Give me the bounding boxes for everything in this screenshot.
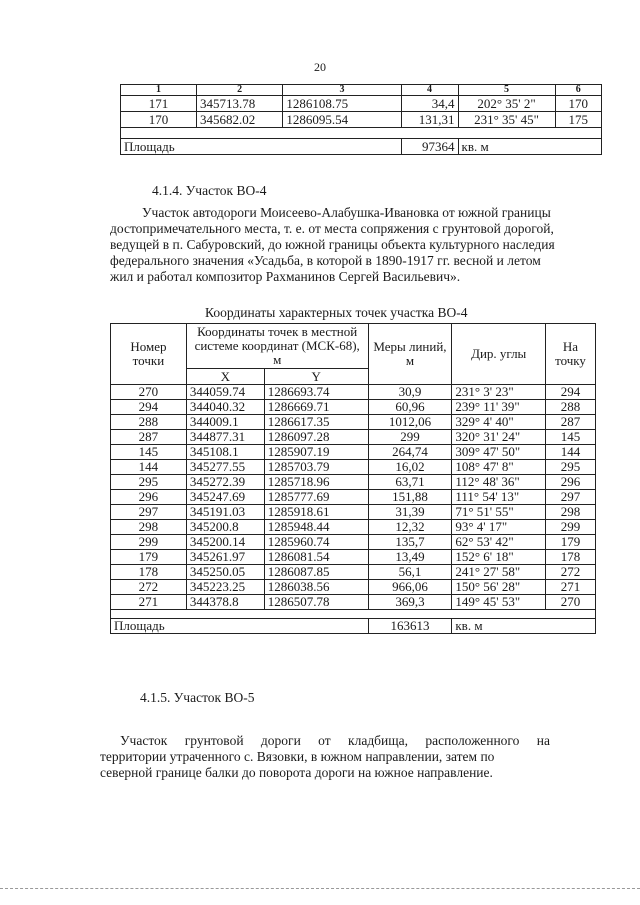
y-cell: 1285960.74 xyxy=(264,535,368,550)
to-point-cell: 144 xyxy=(546,445,596,460)
x-cell: 345272.39 xyxy=(186,475,264,490)
paragraph-line: жил и работал композитор Рахманинов Сергей Васильевич». xyxy=(110,269,461,284)
area-row xyxy=(111,619,596,634)
measure-cell: 63,71 xyxy=(368,475,452,490)
measure-cell: 131,31 xyxy=(401,112,458,128)
to-point-cell: 288 xyxy=(546,400,596,415)
measure-cell: 966,06 xyxy=(368,580,452,595)
header-cell: 2 xyxy=(196,85,282,96)
table-row xyxy=(111,505,596,520)
coordinates-table-vo4 xyxy=(110,323,596,634)
point-cell: 272 xyxy=(111,580,187,595)
to-point-cell: 145 xyxy=(546,430,596,445)
table-row xyxy=(111,595,596,610)
point-cell: 296 xyxy=(111,490,187,505)
to-point-cell: 299 xyxy=(546,520,596,535)
to-point-cell: 295 xyxy=(546,460,596,475)
angle-cell: 150° 56' 28" xyxy=(452,580,546,595)
y-cell: 1286095.54 xyxy=(283,112,401,128)
to-point-cell: 175 xyxy=(555,112,601,128)
angle-cell: 112° 48' 36" xyxy=(452,475,546,490)
table-row xyxy=(111,475,596,490)
header-y: Y xyxy=(264,369,368,385)
point-cell: 271 xyxy=(111,595,187,610)
area-label: Площадь xyxy=(121,139,402,155)
header-to-point: На точку xyxy=(546,324,596,385)
header-line-measure: Меры линий, м xyxy=(368,324,452,385)
header-point-number: Номер точки xyxy=(111,324,187,385)
x-cell: 345261.97 xyxy=(186,550,264,565)
table-row xyxy=(111,415,596,430)
section-heading-4-1-5: 4.1.5. Участок ВО-5 xyxy=(140,690,255,705)
measure-cell: 12,32 xyxy=(368,520,452,535)
paragraph-line: Участок автодороги Моисеево-Алабушка-Ивановка от южной границы xyxy=(142,205,551,220)
header-cell: 5 xyxy=(458,85,555,96)
y-cell: 1286669.71 xyxy=(264,400,368,415)
to-point-cell: 179 xyxy=(546,535,596,550)
point-cell: 297 xyxy=(111,505,187,520)
area-label: Площадь xyxy=(111,619,369,634)
x-cell: 344040.32 xyxy=(186,400,264,415)
angle-cell: 329° 4' 40" xyxy=(452,415,546,430)
footer-divider xyxy=(0,888,640,889)
angle-cell: 241° 27' 58" xyxy=(452,565,546,580)
to-point-cell: 270 xyxy=(546,595,596,610)
angle-cell: 239° 11' 39" xyxy=(452,400,546,415)
measure-cell: 34,4 xyxy=(401,96,458,112)
y-cell: 1286507.78 xyxy=(264,595,368,610)
header-cell: 6 xyxy=(555,85,601,96)
to-point-cell: 297 xyxy=(546,490,596,505)
y-cell: 1286693.74 xyxy=(264,385,368,400)
angle-cell: 108° 47' 8" xyxy=(452,460,546,475)
y-cell: 1285918.61 xyxy=(264,505,368,520)
table-row-spacer xyxy=(111,610,596,619)
x-cell: 345223.25 xyxy=(186,580,264,595)
x-cell: 345108.1 xyxy=(186,445,264,460)
table-body xyxy=(111,385,596,610)
x-cell: 344009.1 xyxy=(186,415,264,430)
table-header-row xyxy=(121,85,602,96)
angle-cell: 231° 3' 23" xyxy=(452,385,546,400)
point-cell: 298 xyxy=(111,520,187,535)
angle-cell: 152° 6' 18" xyxy=(452,550,546,565)
paragraph-line: северной границе балки до поворота дороги на южное направление. xyxy=(100,765,493,780)
measure-cell: 13,49 xyxy=(368,550,452,565)
y-cell: 1285718.96 xyxy=(264,475,368,490)
to-point-cell: 272 xyxy=(546,565,596,580)
y-cell: 1285777.69 xyxy=(264,490,368,505)
angle-cell: 231° 35' 45" xyxy=(458,112,555,128)
point-cell: 288 xyxy=(111,415,187,430)
point-cell: 178 xyxy=(111,565,187,580)
y-cell: 1285948.44 xyxy=(264,520,368,535)
measure-cell: 1012,06 xyxy=(368,415,452,430)
x-cell: 345200.8 xyxy=(186,520,264,535)
section-paragraph-4-1-4 xyxy=(110,205,602,285)
table-row xyxy=(121,112,602,128)
header-cell: 1 xyxy=(121,85,197,96)
angle-cell: 71° 51' 55" xyxy=(452,505,546,520)
x-cell: 344059.74 xyxy=(186,385,264,400)
point-cell: 179 xyxy=(111,550,187,565)
table-row xyxy=(111,535,596,550)
table-row xyxy=(111,490,596,505)
table-row xyxy=(111,430,596,445)
x-cell: 345682.02 xyxy=(196,112,282,128)
angle-cell: 202° 35' 2" xyxy=(458,96,555,112)
header-cell: 3 xyxy=(283,85,401,96)
measure-cell: 299 xyxy=(368,430,452,445)
to-point-cell: 170 xyxy=(555,96,601,112)
point-cell: 171 xyxy=(121,96,197,112)
measure-cell: 369,3 xyxy=(368,595,452,610)
table-row xyxy=(111,400,596,415)
point-cell: 287 xyxy=(111,430,187,445)
table-row xyxy=(111,520,596,535)
paragraph-line: федерального значения «Усадьба, в которой в 1890-1917 гг. весной и летом xyxy=(110,253,541,268)
x-cell: 345191.03 xyxy=(186,505,264,520)
header-cell: 4 xyxy=(401,85,458,96)
angle-cell: 62° 53' 42" xyxy=(452,535,546,550)
point-cell: 294 xyxy=(111,400,187,415)
header-direction-angle: Дир. углы xyxy=(452,324,546,385)
x-cell: 344378.8 xyxy=(186,595,264,610)
area-value: 97364 xyxy=(401,139,458,155)
x-cell: 345247.69 xyxy=(186,490,264,505)
to-point-cell: 287 xyxy=(546,415,596,430)
angle-cell: 93° 4' 17" xyxy=(452,520,546,535)
measure-cell: 16,02 xyxy=(368,460,452,475)
measure-cell: 31,39 xyxy=(368,505,452,520)
measure-cell: 264,74 xyxy=(368,445,452,460)
angle-cell: 320° 31' 24" xyxy=(452,430,546,445)
paragraph-line: достопримечательного места, т. е. от места сопряжения с грунтовой дорогой, xyxy=(110,221,554,236)
angle-cell: 149° 45' 53" xyxy=(452,595,546,610)
y-cell: 1286617.35 xyxy=(264,415,368,430)
section-heading-4-1-4: 4.1.4. Участок ВО-4 xyxy=(152,183,267,198)
table-row xyxy=(111,550,596,565)
area-value: 163613 xyxy=(368,619,452,634)
table-row xyxy=(111,580,596,595)
to-point-cell: 178 xyxy=(546,550,596,565)
y-cell: 1285907.19 xyxy=(264,445,368,460)
x-cell: 345200.14 xyxy=(186,535,264,550)
to-point-cell: 298 xyxy=(546,505,596,520)
y-cell: 1286108.75 xyxy=(283,96,401,112)
x-cell: 345250.05 xyxy=(186,565,264,580)
header-x: X xyxy=(186,369,264,385)
table-row xyxy=(111,445,596,460)
x-cell: 345713.78 xyxy=(196,96,282,112)
table-row xyxy=(111,565,596,580)
table-header-row xyxy=(111,324,596,369)
measure-cell: 60,96 xyxy=(368,400,452,415)
y-cell: 1286097.28 xyxy=(264,430,368,445)
y-cell: 1286087.85 xyxy=(264,565,368,580)
point-cell: 295 xyxy=(111,475,187,490)
to-point-cell: 294 xyxy=(546,385,596,400)
point-cell: 270 xyxy=(111,385,187,400)
paragraph-line: территории утраченного с. Вязовки, в южном направлении, затем по xyxy=(100,749,495,764)
page-number: 20 xyxy=(314,60,326,74)
area-unit: кв. м xyxy=(452,619,596,634)
area-row xyxy=(121,139,602,155)
point-cell: 145 xyxy=(111,445,187,460)
point-cell: 299 xyxy=(111,535,187,550)
x-cell: 344877.31 xyxy=(186,430,264,445)
measure-cell: 30,9 xyxy=(368,385,452,400)
measure-cell: 151,88 xyxy=(368,490,452,505)
y-cell: 1286081.54 xyxy=(264,550,368,565)
table-row xyxy=(121,96,602,112)
header-coordinates: Координаты точек в местной системе координат (МСК-68), м xyxy=(186,324,368,369)
coordinates-table-continuation xyxy=(120,84,602,155)
measure-cell: 56,1 xyxy=(368,565,452,580)
table-caption: Координаты характерных точек участка ВО-4 xyxy=(205,305,468,320)
angle-cell: 309° 47' 50" xyxy=(452,445,546,460)
paragraph-line: ведущей в п. Сабуровский, до южной границы объекта культурного наследия xyxy=(110,237,555,252)
y-cell: 1286038.56 xyxy=(264,580,368,595)
section-paragraph-4-1-5 xyxy=(100,733,590,781)
point-cell: 144 xyxy=(111,460,187,475)
to-point-cell: 296 xyxy=(546,475,596,490)
angle-cell: 111° 54' 13" xyxy=(452,490,546,505)
paragraph-line: Участок грунтовой дороги от кладбища, расположенного на xyxy=(120,733,550,748)
to-point-cell: 271 xyxy=(546,580,596,595)
point-cell: 170 xyxy=(121,112,197,128)
table-row xyxy=(111,460,596,475)
table-row-spacer xyxy=(121,128,602,139)
area-unit: кв. м xyxy=(458,139,602,155)
y-cell: 1285703.79 xyxy=(264,460,368,475)
measure-cell: 135,7 xyxy=(368,535,452,550)
table-row xyxy=(111,385,596,400)
x-cell: 345277.55 xyxy=(186,460,264,475)
